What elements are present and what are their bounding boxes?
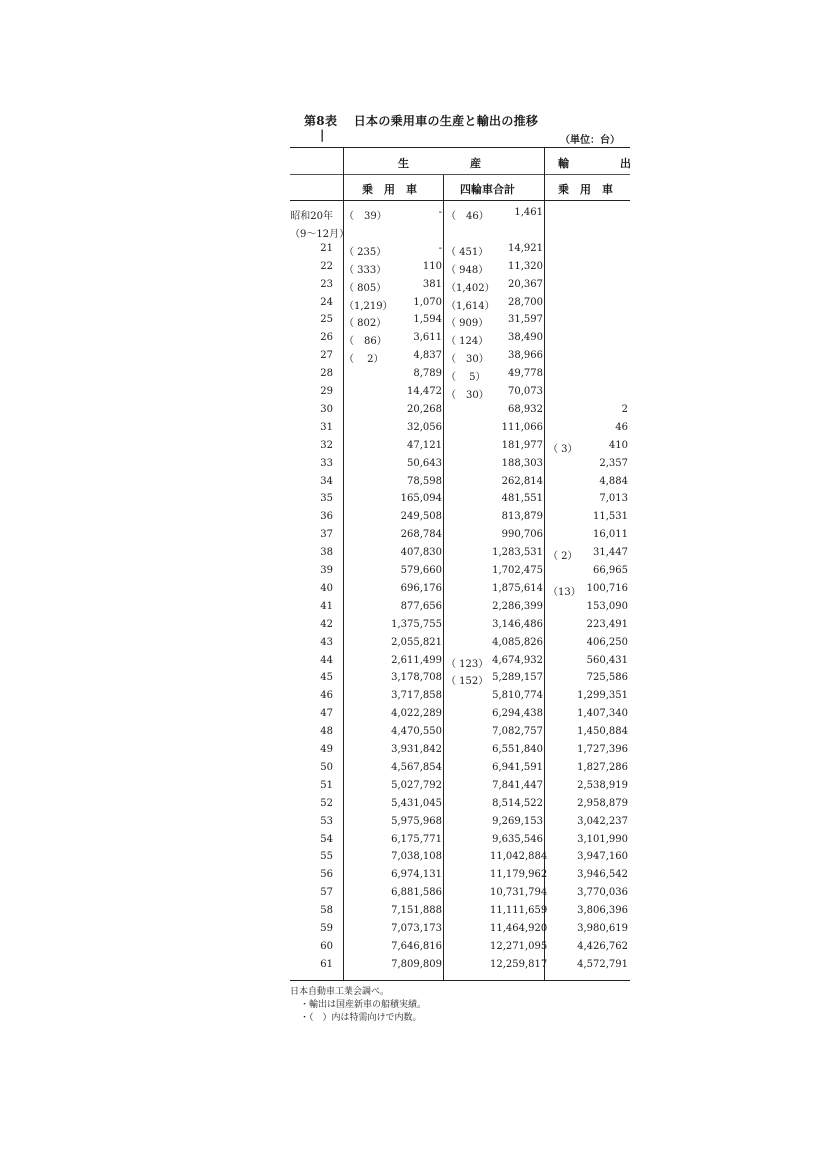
row-total-production: 14,921	[508, 243, 543, 254]
row-year: 56	[320, 869, 333, 880]
row-total-special: （ 451）	[446, 247, 489, 258]
row-passenger-production: 3,178,708	[391, 672, 442, 683]
row-export-passenger: 406,250	[586, 637, 628, 648]
row-year: 52	[320, 798, 333, 809]
title-mark: |	[320, 128, 325, 142]
row-export-passenger: 16,011	[593, 529, 628, 540]
row-passenger-production: 2,055,821	[391, 637, 442, 648]
row-passenger-production: 165,094	[400, 493, 442, 504]
row-year: （9〜12月）	[290, 229, 350, 240]
row-year: 43	[320, 637, 333, 648]
row-year: 34	[320, 476, 333, 487]
row-export-passenger: 3,101,990	[577, 834, 628, 845]
row-total-production: 38,966	[508, 350, 543, 361]
row-total-production: 38,490	[508, 332, 543, 343]
row-passenger-production: 6,881,586	[391, 887, 442, 898]
header-export-passenger-cars: 乗 用 車	[558, 183, 613, 196]
row-passenger-production: 6,175,771	[391, 834, 442, 845]
row-total-production: 11,464,920	[490, 923, 548, 934]
row-passenger-production: 7,151,888	[391, 905, 442, 916]
row-year: 44	[320, 655, 333, 666]
row-total-production: 31,597	[508, 314, 543, 325]
row-total-production: 9,269,153	[492, 816, 543, 827]
row-year: 48	[320, 726, 333, 737]
row-passenger-production: 4,567,854	[391, 762, 442, 773]
row-year: 22	[320, 261, 333, 272]
row-year: 21	[320, 243, 333, 254]
row-year: 26	[320, 332, 333, 343]
row-passenger-production: 14,472	[407, 386, 442, 397]
row-export-passenger: 31,447	[593, 547, 628, 558]
row-export-passenger: 3,946,542	[577, 869, 628, 880]
row-year: 27	[320, 350, 333, 361]
note-special: ・（ ）内は特需向けで内数。	[300, 1013, 422, 1023]
row-year: 24	[320, 297, 333, 308]
row-year: 50	[320, 762, 333, 773]
row-passenger-production: 20,268	[407, 404, 442, 415]
row-year: 昭和20年	[290, 211, 333, 222]
row-total-production: 813,879	[501, 511, 543, 522]
table-title-text: 日本の乗用車の生産と輸出の推移	[353, 114, 539, 128]
row-year: 25	[320, 314, 333, 325]
row-total-production: 11,042,884	[490, 851, 548, 862]
row-total-production: 70,073	[508, 386, 543, 397]
row-export-passenger: 3,042,237	[577, 816, 628, 827]
row-passenger-production: 696,176	[400, 583, 442, 594]
row-passenger-production: 381	[422, 279, 442, 290]
row-total-production: 481,551	[501, 493, 543, 504]
row-export-passenger: 3,980,619	[577, 923, 628, 934]
row-total-special: （ 909）	[446, 318, 489, 329]
row-export-passenger: 7,013	[599, 493, 628, 504]
row-year: 39	[320, 565, 333, 576]
row-export-passenger: 3,947,160	[577, 851, 628, 862]
row-total-special: （1,402）	[446, 283, 495, 294]
row-year: 61	[320, 959, 333, 970]
row-passenger-production: 4,837	[413, 350, 442, 361]
row-year: 42	[320, 619, 333, 630]
row-year: 53	[320, 816, 333, 827]
table-number: 第8表	[304, 114, 338, 128]
row-passenger-special: （ 333）	[344, 265, 387, 276]
row-export-passenger: 46	[615, 422, 628, 433]
row-total-special: （ 46）	[446, 211, 489, 222]
row-total-production: 4,085,826	[492, 637, 543, 648]
row-export-passenger: 100,716	[586, 583, 628, 594]
row-total-special: （ 123）	[446, 659, 489, 670]
row-passenger-special: （ 86）	[344, 336, 387, 347]
row-passenger-production: 1,070	[413, 297, 442, 308]
row-year: 40	[320, 583, 333, 594]
row-passenger-special: （1,219）	[344, 301, 393, 312]
row-export-passenger: 11,531	[593, 511, 628, 522]
row-passenger-production: 5,027,792	[391, 780, 442, 791]
row-passenger-production: 7,809,809	[391, 959, 442, 970]
row-passenger-production: 249,508	[400, 511, 442, 522]
unit-label: （単位：台）	[560, 135, 620, 146]
row-export-special: （13）	[548, 587, 581, 598]
header-production-left: 生	[398, 157, 409, 170]
row-total-special: （ 30）	[446, 354, 489, 365]
row-total-production: 10,731,794	[490, 887, 548, 898]
row-total-production: 11,179,962	[490, 869, 548, 880]
row-export-special: （ 2）	[548, 551, 578, 562]
header-production-right: 産	[470, 157, 481, 170]
row-passenger-production: 6,974,131	[391, 869, 442, 880]
row-total-production: 20,367	[508, 279, 543, 290]
row-passenger-production: 4,470,550	[391, 726, 442, 737]
row-passenger-special: （ 805）	[344, 283, 387, 294]
row-total-special: （ 152）	[446, 676, 489, 687]
row-passenger-production: 7,073,173	[391, 923, 442, 934]
row-year: 45	[320, 672, 333, 683]
row-passenger-production: 268,784	[400, 529, 442, 540]
row-export-passenger: 1,450,884	[577, 726, 628, 737]
row-year: 37	[320, 529, 333, 540]
note-export: ・輸出は国産新車の船積実績。	[300, 1000, 427, 1010]
row-export-passenger: 1,299,351	[577, 690, 628, 701]
row-export-passenger: 1,727,396	[577, 744, 628, 755]
row-year: 54	[320, 834, 333, 845]
row-export-passenger: 1,827,286	[577, 762, 628, 773]
row-total-production: 7,082,757	[492, 726, 543, 737]
row-total-special: （ 948）	[446, 265, 489, 276]
row-export-passenger: 725,586	[586, 672, 628, 683]
row-total-production: 12,259,817	[490, 959, 548, 970]
row-year: 31	[320, 422, 333, 433]
row-passenger-production: -	[438, 243, 442, 254]
row-passenger-production: -	[438, 207, 442, 218]
row-export-passenger: 3,806,396	[577, 905, 628, 916]
row-passenger-special: （ 39）	[344, 211, 387, 222]
row-passenger-production: 5,975,968	[391, 816, 442, 827]
row-year: 55	[320, 851, 333, 862]
row-total-special: （ 5）	[446, 372, 486, 383]
row-year: 38	[320, 547, 333, 558]
row-export-passenger: 1,407,340	[577, 708, 628, 719]
row-year: 58	[320, 905, 333, 916]
row-passenger-production: 3,717,858	[391, 690, 442, 701]
note-source: 日本自動車工業会調べ。	[290, 987, 390, 997]
header-export-right: 出	[620, 157, 631, 170]
table-notes	[290, 986, 426, 1025]
row-passenger-production: 2,611,499	[391, 655, 442, 666]
row-total-production: 3,146,486	[492, 619, 543, 630]
row-year: 23	[320, 279, 333, 290]
row-total-production: 9,635,546	[492, 834, 543, 845]
row-total-production: 188,303	[501, 458, 543, 469]
row-total-production: 2,286,399	[492, 601, 543, 612]
row-passenger-production: 877,656	[400, 601, 442, 612]
row-passenger-production: 78,598	[407, 476, 442, 487]
row-total-production: 1,461	[514, 207, 543, 218]
row-export-passenger: 4,572,791	[577, 959, 628, 970]
row-passenger-special: （ 2）	[344, 354, 384, 365]
row-year: 28	[320, 368, 333, 379]
row-passenger-production: 7,646,816	[391, 941, 442, 952]
row-export-passenger: 2	[621, 404, 628, 415]
row-passenger-special: （ 802）	[344, 318, 387, 329]
row-total-production: 12,271,095	[490, 941, 548, 952]
row-export-passenger: 4,426,762	[577, 941, 628, 952]
row-export-passenger: 3,770,036	[577, 887, 628, 898]
row-year: 51	[320, 780, 333, 791]
row-passenger-production: 50,643	[407, 458, 442, 469]
row-total-production: 5,289,157	[492, 672, 543, 683]
row-total-production: 6,551,840	[492, 744, 543, 755]
row-total-production: 4,674,932	[492, 655, 543, 666]
row-year: 35	[320, 493, 333, 504]
row-passenger-production: 5,431,045	[391, 798, 442, 809]
row-export-passenger: 153,090	[586, 601, 628, 612]
row-total-special: （ 124）	[446, 336, 489, 347]
row-export-special: （ 3）	[548, 444, 578, 455]
row-export-passenger: 2,538,919	[577, 780, 628, 791]
row-passenger-production: 3,611	[413, 332, 442, 343]
row-passenger-special: （ 235）	[344, 247, 387, 258]
row-total-production: 6,294,438	[492, 708, 543, 719]
row-total-special: （ 30）	[446, 390, 489, 401]
row-passenger-production: 407,830	[400, 547, 442, 558]
row-export-passenger: 66,965	[593, 565, 628, 576]
row-passenger-production: 1,594	[413, 314, 442, 325]
row-year: 29	[320, 386, 333, 397]
row-total-production: 181,977	[501, 440, 543, 451]
row-year: 36	[320, 511, 333, 522]
row-export-passenger: 2,958,879	[577, 798, 628, 809]
row-total-production: 7,841,447	[492, 780, 543, 791]
row-total-production: 8,514,522	[492, 798, 543, 809]
row-year: 57	[320, 887, 333, 898]
row-export-passenger: 223,491	[586, 619, 628, 630]
row-passenger-production: 3,931,842	[391, 744, 442, 755]
row-total-production: 6,941,591	[492, 762, 543, 773]
row-total-production: 11,320	[508, 261, 543, 272]
row-export-passenger: 4,884	[599, 476, 628, 487]
row-total-production: 1,283,531	[492, 547, 543, 558]
row-year: 46	[320, 690, 333, 701]
row-total-production: 11,111,659	[490, 905, 548, 916]
row-total-production: 1,875,614	[492, 583, 543, 594]
row-export-passenger: 560,431	[586, 655, 628, 666]
row-total-production: 5,810,774	[492, 690, 543, 701]
row-year: 33	[320, 458, 333, 469]
row-total-production: 262,814	[501, 476, 543, 487]
row-total-production: 990,706	[501, 529, 543, 540]
row-passenger-production: 4,022,289	[391, 708, 442, 719]
header-four-wheel-total: 四輪車合計	[460, 183, 515, 196]
row-passenger-production: 8,789	[413, 368, 442, 379]
row-total-production: 49,778	[508, 368, 543, 379]
row-export-passenger: 2,357	[599, 458, 628, 469]
row-passenger-production: 7,038,108	[391, 851, 442, 862]
row-total-production: 28,700	[508, 297, 543, 308]
row-passenger-production: 32,056	[407, 422, 442, 433]
row-export-passenger: 410	[608, 440, 628, 451]
row-total-special: （1,614）	[446, 301, 495, 312]
row-year: 60	[320, 941, 333, 952]
row-passenger-production: 110	[422, 261, 442, 272]
row-total-production: 111,066	[501, 422, 543, 433]
row-total-production: 1,702,475	[492, 565, 543, 576]
row-total-production: 68,932	[508, 404, 543, 415]
row-year: 41	[320, 601, 333, 612]
row-passenger-production: 47,121	[407, 440, 442, 451]
row-year: 30	[320, 404, 333, 415]
row-passenger-production: 1,375,755	[391, 619, 442, 630]
row-year: 32	[320, 440, 333, 451]
row-passenger-production: 579,660	[400, 565, 442, 576]
header-passenger-cars: 乗 用 車	[362, 183, 417, 196]
header-export-left: 輸	[558, 157, 569, 170]
row-year: 47	[320, 708, 333, 719]
row-year: 49	[320, 744, 333, 755]
row-year: 59	[320, 923, 333, 934]
